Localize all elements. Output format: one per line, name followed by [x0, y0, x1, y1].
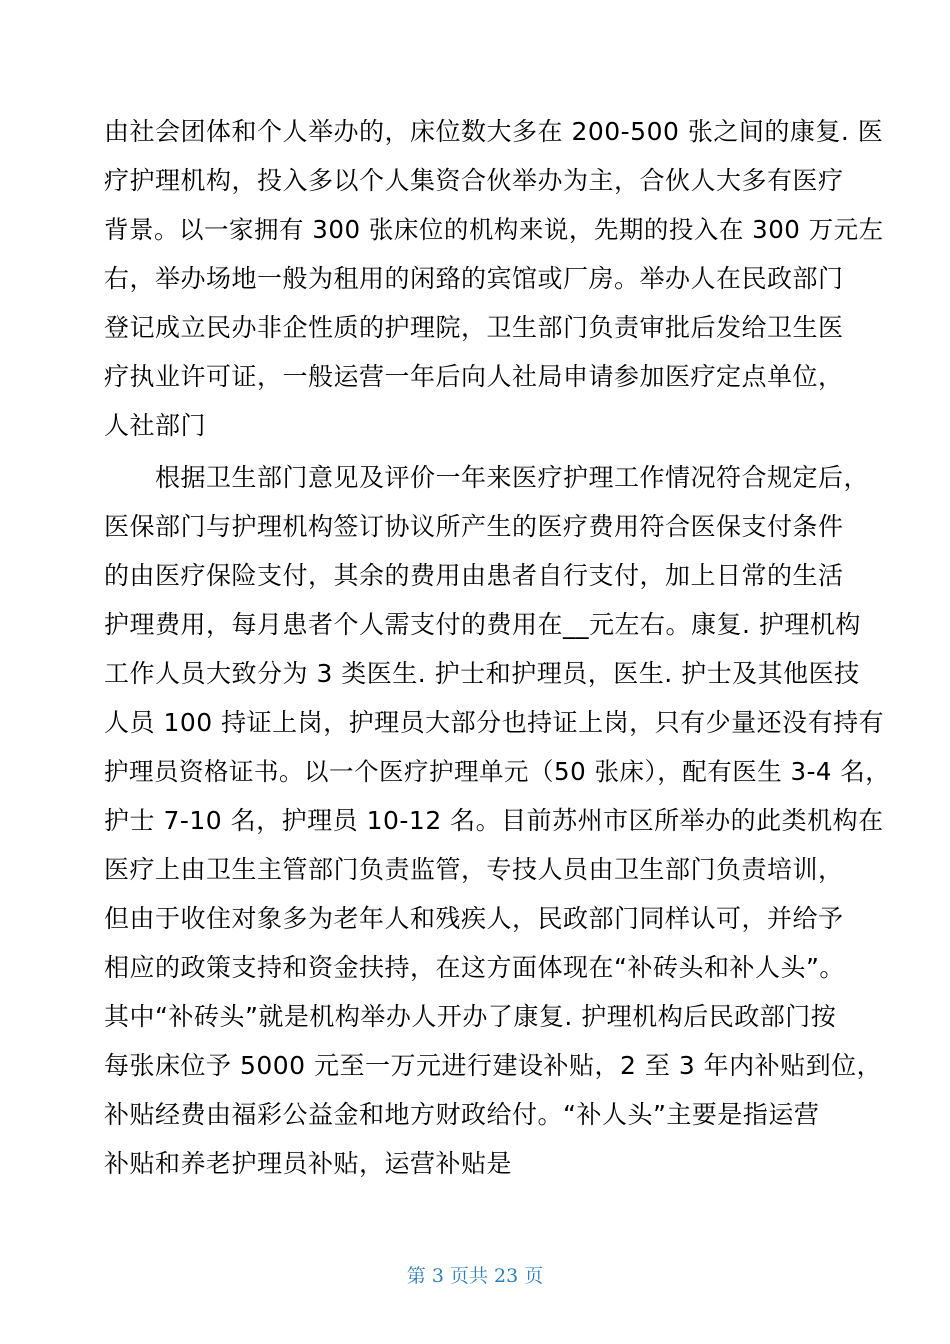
- page-number-footer: 第 3 页共 23 页: [406, 1265, 544, 1287]
- text-line: 护理费用，每月患者个人需支付的费用在__元左右。康复. 护理机构: [104, 610, 861, 639]
- text-line: 护士 7-10 名，护理员 10-12 名。目前苏州市区所举办的此类机构在: [104, 806, 884, 835]
- text-line: 医保部门与护理机构签订协议所产生的医疗费用符合医保支付条件: [104, 512, 844, 541]
- text-line: 登记成立民办非企性质的护理院，卫生部门负责审批后发给卫生医: [104, 313, 844, 342]
- text-line: 相应的政策支持和资金扶持，在这方面体现在“补砖头和补人头”。: [104, 953, 845, 982]
- text-line: 右，举办场地一般为租用的闲臵的宾馆或厂房。举办人在民政部门: [104, 264, 844, 293]
- text-line: 疗执业许可证，一般运营一年后向人社局申请参加医疗定点单位，: [104, 362, 844, 391]
- text-line: 医疗上由卫生主管部门负责监管，专技人员由卫生部门负责培训，: [104, 855, 844, 884]
- text-line: 人社部门: [104, 411, 207, 440]
- text-line: 每张床位予 5000 元至一万元进行建设补贴，2 至 3 年内补贴到位，: [104, 1051, 883, 1080]
- text-line: 但由于收住对象多为老年人和残疾人，民政部门同样认可，并给予: [104, 904, 844, 933]
- text-line: 工作人员大致分为 3 类医生. 护士和护理员，医生. 护士及其他医技: [104, 659, 860, 688]
- text-line: 补贴经费由福彩公益金和地方财政给付。“补人头”主要是指运营: [104, 1100, 820, 1129]
- text-line: 其中“补砖头”就是机构举办人开办了康复. 护理机构后民政部门按: [104, 1002, 837, 1031]
- text-line: 人员 100 持证上岗，护理员大部分也持证上岗，只有少量还没有持有: [104, 708, 885, 737]
- text-line: 背景。以一家拥有 300 张床位的机构来说，先期的投入在 300 万元左: [104, 215, 884, 244]
- text-line: 疗护理机构，投入多以个人集资合伙举办为主，合伙人大多有医疗: [104, 166, 844, 195]
- paragraph-first-line: 根据卫生部门意见及评价一年来医疗护理工作情况符合规定后，: [155, 463, 870, 492]
- text-line: 的由医疗保险支付，其余的费用由患者自行支付，加上日常的生活: [104, 561, 844, 590]
- text-line: 由社会团体和个人举办的，床位数大多在 200-500 张之间的康复. 医: [104, 117, 884, 146]
- text-line: 补贴和养老护理员补贴，运营补贴是: [104, 1149, 513, 1178]
- text-line: 护理员资格证书。以一个医疗护理单元（50 张床），配有医生 3-4 名，: [104, 757, 891, 786]
